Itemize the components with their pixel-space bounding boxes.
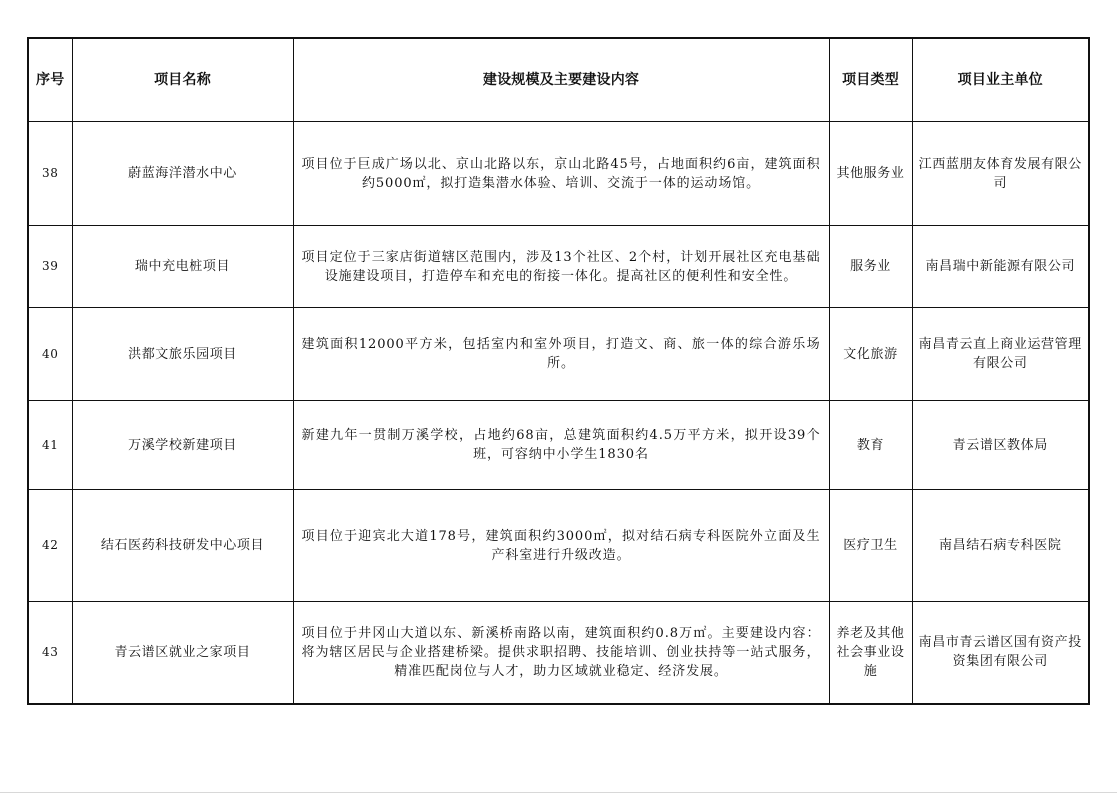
page-bottom-divider — [0, 792, 1117, 793]
row-owner: 南昌青云直上商业运营管理有限公司 — [912, 308, 1089, 401]
row-content — [293, 401, 829, 490]
table-row — [28, 226, 1089, 308]
row-name: 瑞中充电桩项目 — [72, 226, 293, 308]
row-content-text: 项目定位于三家店街道辖区范围内，涉及13个社区、2个村，计划开展社区充电基础设施建设项目，打造停车和充电的衔接一体化。提高社区的便利性和安全性。 — [301, 249, 821, 284]
table-row — [28, 490, 1089, 602]
row-content-text: 建筑面积12000平方米，包括室内和室外项目，打造文、商、旅一体的综合游乐场所。 — [301, 337, 821, 371]
row-content — [293, 122, 829, 226]
row-owner: 青云谱区教体局 — [912, 401, 1089, 490]
row-index: 43 — [28, 602, 72, 704]
row-index: 39 — [28, 226, 72, 308]
table-row — [28, 602, 1089, 704]
table-row — [28, 401, 1089, 490]
row-content — [293, 308, 829, 401]
project-table — [27, 37, 1090, 705]
row-owner: 南昌市青云谱区国有资产投资集团有限公司 — [912, 602, 1089, 704]
header-row — [28, 38, 1089, 122]
row-content — [293, 490, 829, 602]
row-name: 蔚蓝海洋潜水中心 — [72, 122, 293, 226]
table-row — [28, 308, 1089, 401]
row-content-text: 项目位于井冈山大道以东、新溪桥南路以南，建筑面积约0.8万㎡。主要建设内容：将为辖区居民与企业搭建桥梁。提供求职招聘、技能培训、创业扶持等一站式服务，精准匹配岗位与人才，助力区域就业稳定、经济发展。 — [301, 625, 821, 679]
table-row — [28, 122, 1089, 226]
row-index: 40 — [28, 308, 72, 401]
row-name: 青云谱区就业之家项目 — [72, 602, 293, 704]
row-index: 38 — [28, 122, 72, 226]
row-index: 42 — [28, 490, 72, 602]
row-owner: 江西蓝朋友体育发展有限公司 — [912, 122, 1089, 226]
row-content — [293, 602, 829, 704]
row-type: 文化旅游 — [829, 308, 912, 401]
row-type: 养老及其他社会事业设施 — [829, 602, 912, 704]
header-type: 项目类型 — [829, 38, 912, 122]
row-name: 洪都文旅乐园项目 — [72, 308, 293, 401]
row-type: 医疗卫生 — [829, 490, 912, 602]
row-index: 41 — [28, 401, 72, 490]
row-name: 结石医药科技研发中心项目 — [72, 490, 293, 602]
row-content-text: 项目位于巨成广场以北、京山北路以东，京山北路45号，占地面积约6亩，建筑面积约5000㎡，拟打造集潜水体验、培训、交流于一体的运动场馆。 — [301, 156, 821, 191]
row-content-text: 项目位于迎宾北大道178号，建筑面积约3000㎡，拟对结石病专科医院外立面及生产科室进行升级改造。 — [301, 528, 821, 563]
row-content — [293, 226, 829, 308]
row-owner: 南昌瑞中新能源有限公司 — [912, 226, 1089, 308]
row-type: 教育 — [829, 401, 912, 490]
header-name: 项目名称 — [72, 38, 293, 122]
row-owner: 南昌结石病专科医院 — [912, 490, 1089, 602]
header-content: 建设规模及主要建设内容 — [293, 38, 829, 122]
header-owner: 项目业主单位 — [912, 38, 1089, 122]
header-index: 序号 — [28, 38, 72, 122]
row-type: 服务业 — [829, 226, 912, 308]
row-name: 万溪学校新建项目 — [72, 401, 293, 490]
row-content-text: 新建九年一贯制万溪学校，占地约68亩，总建筑面积约4.5万平方米，拟开设39个班，可容纳中小学生1830名 — [301, 428, 821, 462]
row-type: 其他服务业 — [829, 122, 912, 226]
